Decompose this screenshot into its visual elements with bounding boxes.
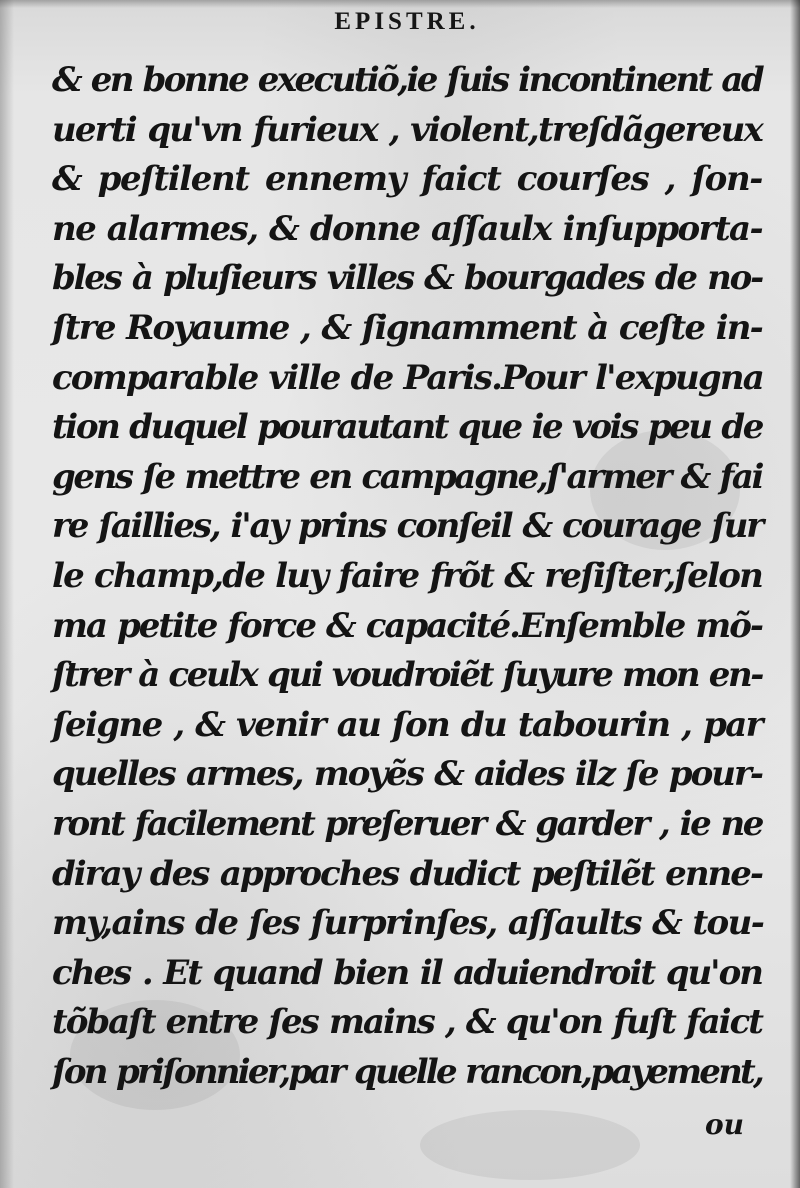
text-line: ſtrer à ceulx qui voudroiẽt ſuyure mon en- (52, 655, 762, 696)
text-line: le champ,de luy faire frõt & reſiſter,ſelon (52, 555, 762, 596)
text-line: ne alarmes, & donne aſſaulx inſupporta- (52, 208, 762, 249)
paper-stain (420, 1110, 640, 1180)
text-line: tion duquel pourautant que ie vois peu de (52, 407, 762, 448)
body-text (52, 56, 762, 1097)
text-line: ſon priſonnier,par quelle rancon,payement, (52, 1051, 762, 1092)
page-edge-shadow (790, 0, 800, 1188)
text-line: ſtre Royaume , & ſignamment à ceſte in- (52, 307, 762, 348)
text-line: bles à pluſieurs villes & bourgades de no- (52, 258, 762, 299)
text-line: & peſtilent ennemy faict courſes , ſon- (52, 159, 762, 200)
text-line: tõbaſt entre ſes mains , & qu'on fuſt faict (52, 1002, 762, 1043)
text-line: re ſaillies, i'ay prins conſeil & courage ſur (52, 506, 762, 547)
text-line: ront facilement preſeruer & garder , ie ne (52, 803, 762, 844)
text-line: comparable ville de Paris.Pour l'expugna (52, 357, 764, 398)
text-line: uerti qu'vn furieux , violent,treſdãgereux (52, 109, 762, 150)
text-line: diray des approches dudict peſtilẽt enne- (52, 853, 762, 894)
page-top-edge (0, 0, 800, 8)
text-line: ſeigne , & venir au ſon du tabourin , par (52, 704, 762, 745)
text-line: ma petite force & capacité.Enſemble mõ- (52, 605, 762, 646)
text-line: my,ains de ſes ſurprinſes, aſſaults & tou- (52, 903, 764, 944)
page-gutter-shadow (0, 0, 14, 1188)
text-line: quelles armes, moyẽs & aides ilz ſe pour- (52, 754, 762, 795)
text-line: & en bonne executiõ,ie ſuis incontinent ad (52, 60, 762, 100)
running-head: EPISTRE. (334, 8, 480, 35)
text-line: ches . Et quand bien il aduiendroit qu'on (52, 952, 762, 993)
text-line: gens ſe mettre en campagne,ſ'armer & fai (52, 456, 762, 497)
catchword: ou (704, 1108, 744, 1141)
